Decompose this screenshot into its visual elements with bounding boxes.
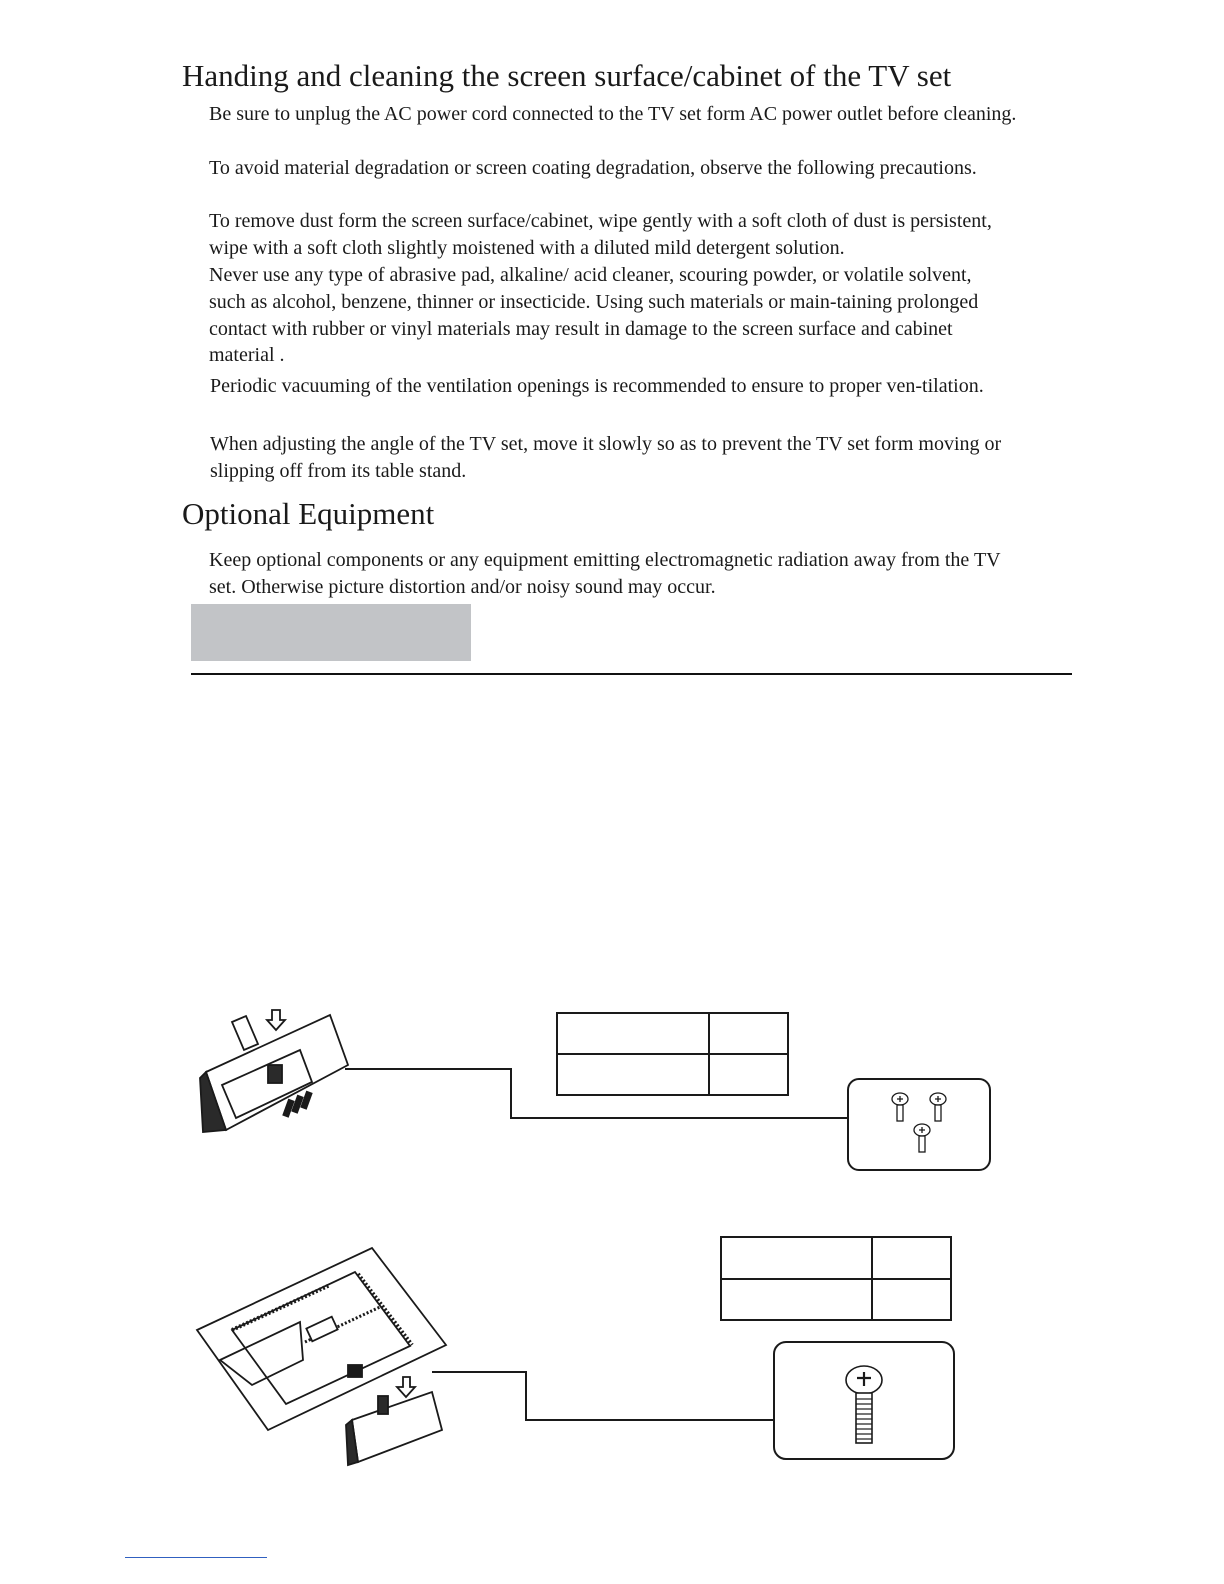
footer-link-underline — [125, 1557, 267, 1558]
optional-heading: Optional Equipment — [182, 496, 435, 531]
cleaning-paragraph-4: Never use any type of abrasive pad, alkaline/ acid cleaner, scouring powder, or volatile solvent, such as alcohol, benzene, thinner or insecticide. Using such materials or main-taining prolonged contact with rubber or vinyl materials may result in damage to the screen surface and cabinet material . — [209, 264, 979, 367]
screws-icon — [892, 1093, 946, 1152]
tv-stand-icon — [346, 1392, 442, 1465]
leader-line-1 — [345, 1069, 848, 1118]
cleaning-paragraph-1: Be sure to unplug the AC power cord connected to the TV set form AC power outlet before cleaning. — [209, 103, 1017, 125]
cleaning-paragraph-5: Periodic vacuuming of the ventilation openings is recommended to ensure to proper ven-tilation. — [210, 375, 984, 397]
cleaning-paragraph-6: When adjusting the angle of the TV set, move it slowly so as to prevent the TV set form moving or slipping off from its table stand. — [210, 433, 1002, 482]
stand-bracket-icon — [200, 1010, 348, 1132]
table-2 — [721, 1237, 951, 1320]
cleaning-paragraph-2: To avoid material degradation or screen coating degradation, observe the following precautions. — [209, 157, 977, 179]
cleaning-paragraph-3: To remove dust form the screen surface/cabinet, wipe gently with a soft cloth of dust is persistent, wipe with a soft cloth slightly moistened with a diluted mild detergent solution. — [209, 210, 992, 259]
table-1 — [557, 1013, 788, 1095]
cleaning-heading: Handing and cleaning the screen surface/cabinet of the TV set — [182, 58, 952, 93]
leader-line-2 — [432, 1372, 774, 1420]
optional-paragraph: Keep optional components or any equipment emitting electromagnetic radiation away from the TV set. Otherwise picture distortion and/or noisy sound may occur. — [209, 549, 1001, 598]
large-screw-icon — [846, 1366, 882, 1443]
